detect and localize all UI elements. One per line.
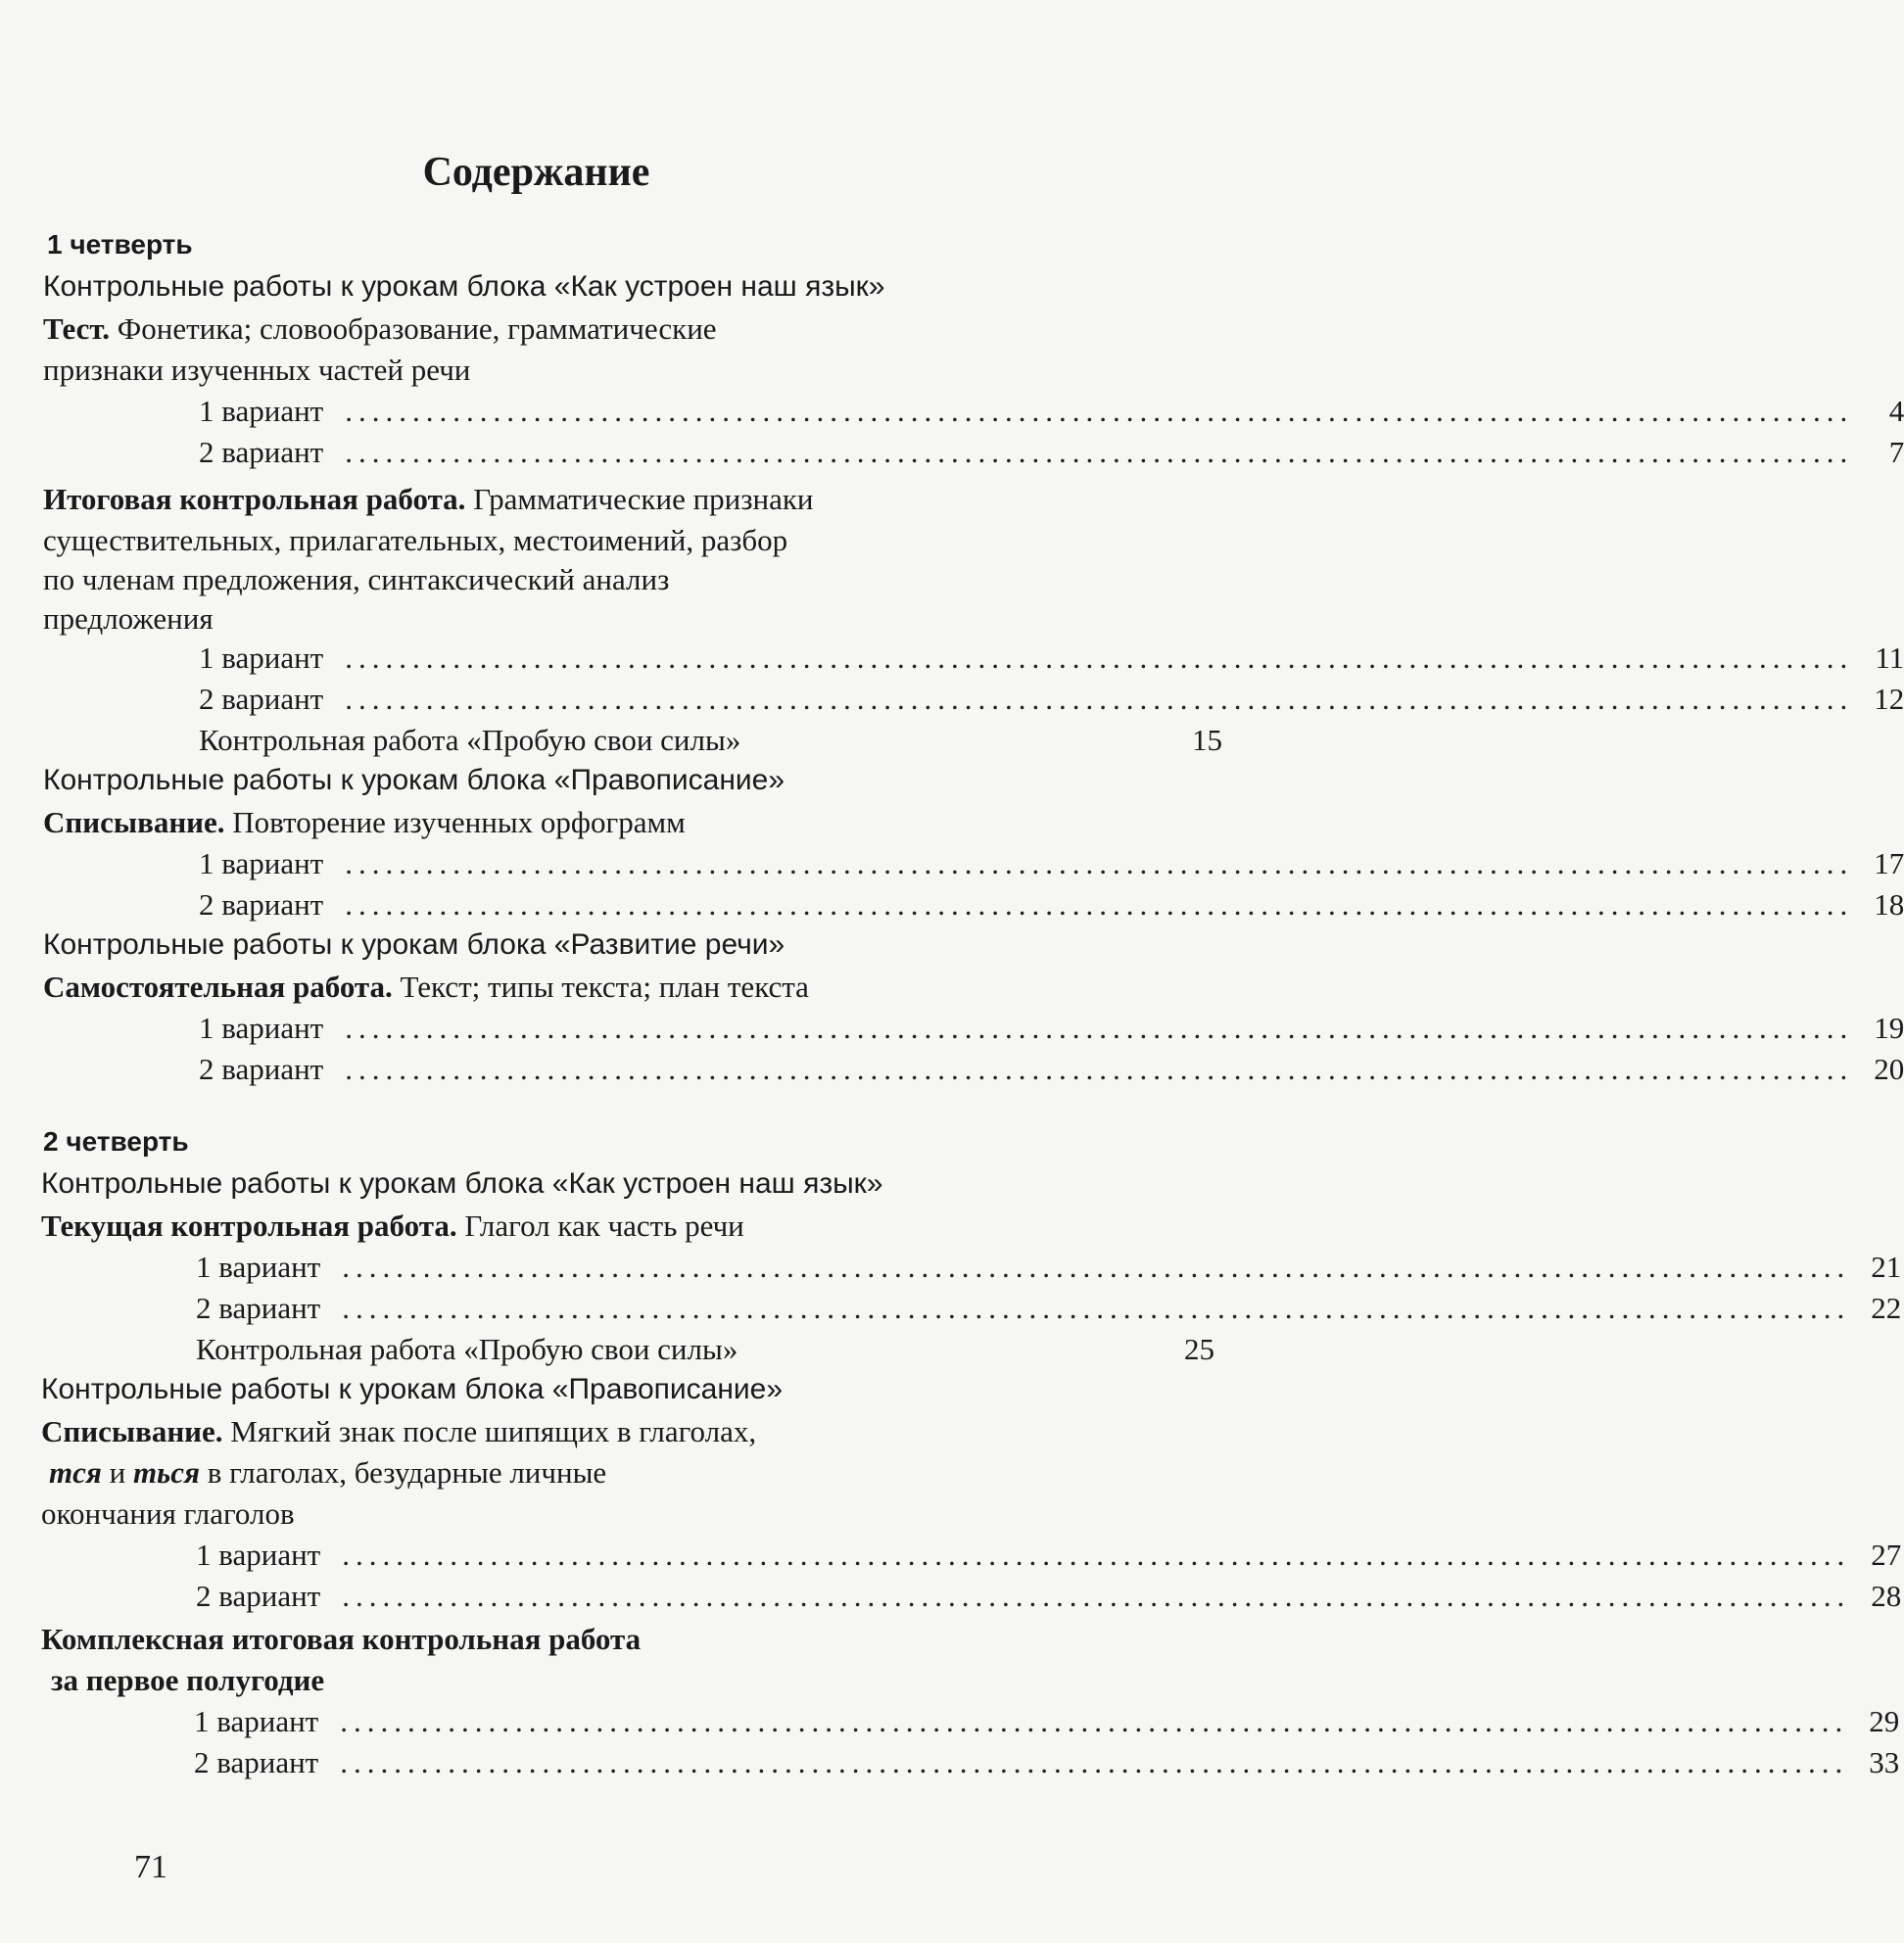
- toc-entry[interactable]: [199, 640, 1904, 676]
- toc-entry-title: Комплексная итоговая контрольная работа: [41, 1622, 642, 1656]
- variant-label: 1 вариант: [194, 1704, 319, 1738]
- variant-label: 2 вариант: [194, 1745, 319, 1779]
- toc-entry[interactable]: [196, 1332, 1214, 1367]
- toc-entry[interactable]: [199, 1052, 1904, 1087]
- dot-leader: ................................................................................................................: [345, 394, 1854, 428]
- toc-entry[interactable]: [199, 723, 1222, 758]
- dot-leader: ................................................................................................................: [345, 640, 1854, 675]
- variant-label: 2 вариант: [196, 1291, 321, 1325]
- variant-label: 2 вариант: [199, 682, 324, 716]
- toc-entry[interactable]: [196, 1250, 1902, 1285]
- dot-leader: ................................................................................................................: [342, 1538, 1851, 1572]
- page-ref: 27: [1871, 1538, 1902, 1572]
- dot-leader: ................................................................................................................: [340, 1704, 1849, 1738]
- block-heading: Контрольные работы к урокам блока «Как устроен наш язык»: [41, 1167, 883, 1200]
- dot-leader: ................................................................................................................: [340, 1745, 1849, 1779]
- variant-label: 1 вариант: [196, 1250, 321, 1284]
- page-ref: 19: [1874, 1011, 1904, 1045]
- toc-entry[interactable]: [199, 394, 1904, 429]
- page-ref: 22: [1871, 1291, 1902, 1325]
- toc-entry[interactable]: [199, 682, 1904, 717]
- dot-leader: ................................................................................................................: [345, 435, 1854, 469]
- toc-entry-title: Итоговая контрольная работа. Грамматические признаки: [43, 482, 814, 516]
- page-ref: 29: [1869, 1704, 1900, 1738]
- toc-entry[interactable]: [196, 1291, 1902, 1326]
- variant-label: 1 вариант: [199, 1011, 324, 1045]
- toc-entry[interactable]: [194, 1704, 1900, 1739]
- quarter-heading-1: 1 четверть: [47, 229, 193, 260]
- entry-label: Контрольная работа «Пробую свои силы»: [196, 1332, 738, 1366]
- toc-entry-title: Самостоятельная работа. Текст; типы текста; план текста: [43, 970, 809, 1004]
- quarter-heading-2: 2 четверть: [43, 1126, 189, 1157]
- block-heading: Контрольные работы к урокам блока «Правописание»: [41, 1373, 784, 1405]
- variant-label: 1 вариант: [199, 640, 324, 675]
- page-ref: 12: [1874, 682, 1904, 716]
- variant-label: 1 вариант: [196, 1538, 321, 1572]
- toc-entry-title-cont: тся и ться в глаголах, безударные личные: [49, 1455, 607, 1490]
- toc-entry-title: Тест. Фонетика; словообразование, грамматические: [43, 311, 717, 346]
- page-ref: 11: [1875, 640, 1904, 675]
- dot-leader: ................................................................................................................: [342, 1291, 1851, 1325]
- toc-entry-title-cont: окончания глаголов: [41, 1496, 295, 1531]
- page-title: Содержание: [422, 150, 650, 195]
- toc-entry[interactable]: [199, 887, 1904, 923]
- block-heading: Контрольные работы к урокам блока «Как устроен наш язык»: [43, 270, 885, 303]
- toc-entry-title-cont: по членам предложения, синтаксический анализ: [43, 562, 670, 596]
- page-ref: 17: [1874, 846, 1904, 880]
- page-ref: 21: [1871, 1250, 1902, 1284]
- toc-entry[interactable]: [194, 1745, 1900, 1780]
- variant-label: 2 вариант: [199, 887, 324, 922]
- toc-entry-title: Текущая контрольная работа. Глагол как часть речи: [41, 1208, 744, 1243]
- page-ref: 7: [1888, 435, 1904, 469]
- block-heading: Контрольные работы к урокам блока «Правописание»: [43, 764, 785, 796]
- variant-label: 1 вариант: [199, 394, 324, 428]
- toc-entry[interactable]: [199, 1011, 1904, 1046]
- dot-leader: ................................................................................................................: [345, 682, 1854, 716]
- toc-entry-title-cont: признаки изученных частей речи: [43, 353, 471, 387]
- page-ref: 4: [1888, 394, 1904, 428]
- page-ref: 33: [1869, 1745, 1900, 1779]
- toc-entry-title: Списывание. Мягкий знак после шипящих в глаголах,: [41, 1414, 757, 1448]
- toc-entry-title: Списывание. Повторение изученных орфограмм: [43, 805, 686, 839]
- page-ref: 20: [1874, 1052, 1904, 1086]
- toc-entry[interactable]: [199, 846, 1904, 881]
- toc-entry-title-cont: предложения: [43, 601, 214, 636]
- page-ref: 15: [1192, 723, 1222, 757]
- variant-label: 1 вариант: [199, 846, 324, 880]
- page-ref: 18: [1874, 887, 1904, 922]
- page-ref: 28: [1871, 1579, 1902, 1613]
- entry-label: Контрольная работа «Пробую свои силы»: [199, 723, 741, 757]
- toc-entry[interactable]: [196, 1579, 1902, 1614]
- page-number: 71: [134, 1849, 167, 1885]
- dot-leader: ................................................................................................................: [345, 887, 1854, 922]
- dot-leader: ................................................................................................................: [342, 1579, 1851, 1613]
- block-heading: Контрольные работы к урокам блока «Развитие речи»: [43, 928, 785, 961]
- variant-label: 2 вариант: [199, 1052, 324, 1086]
- dot-leader: ................................................................................................................: [342, 1250, 1851, 1284]
- variant-label: 2 вариант: [199, 435, 324, 469]
- toc-entry-title-cont: за первое полугодие: [51, 1663, 325, 1697]
- variant-label: 2 вариант: [196, 1579, 321, 1613]
- toc-entry[interactable]: [196, 1538, 1902, 1573]
- dot-leader: ................................................................................................................: [345, 1052, 1854, 1086]
- dot-leader: ................................................................................................................: [345, 846, 1854, 880]
- page-ref: 25: [1184, 1332, 1214, 1366]
- toc-entry-title-cont: существительных, прилагательных, местоимений, разбор: [43, 523, 788, 557]
- toc-entry[interactable]: [199, 435, 1904, 470]
- dot-leader: ................................................................................................................: [345, 1011, 1854, 1045]
